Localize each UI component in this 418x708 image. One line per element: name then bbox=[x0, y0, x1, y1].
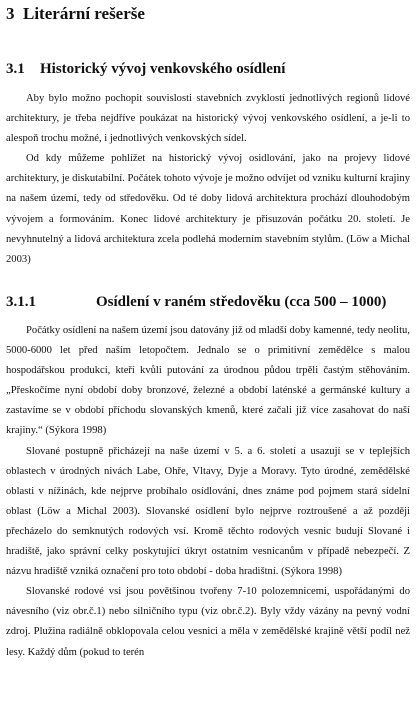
paragraph: Počátky osídlení na našem území jsou datovány již od mladší doby kamenné, tedy neolitu, 5000-6000 let před naším letopočtem. Jednalo se o primitivní zemědělce s malou hospodářskou produkcí, kteří kvůli putování za úrodnou půdou trpěli častým stěhováním. „Přeskočíme nyní období doby bronzové, železné a období laténské a germánské kultury a zastavíme se v období příchodu slovanských kmenů, které začali již více zasahovat do naší krajiny.“ (Sýkora 1998) bbox=[6, 325, 410, 437]
subsection-number: 3.1.1 bbox=[6, 294, 36, 310]
section-body bbox=[6, 89, 410, 270]
subsection-title: Osídlení v raném středověku (cca 500 – 1000) bbox=[96, 294, 387, 310]
chapter-number: 3 bbox=[6, 4, 15, 23]
paragraph: Slované postupně přicházejí na naše území v 5. a 6. století a usazují se v teplejších oblastech v úrodných nivách Labe, Ohře, Vltavy, Dyje a Moravy. Tyto úrodné, zemědělské oblasti v nížinách, kde nejprve probíhalo osídlování, dnes známe pod pojmem stará sídelní oblast (Löw a Michal 2003). Slovanské osídlení bylo nejprve roztroušené a až později přecházelo do semknutých rodových vsí. Kromě těchto rodových vesnic budují Slované i hradiště, jako správní celky poskytující úkryt ostatním vesnicanům v případě nebezpečí. Z názvu hradiště vzniká označení pro toto období - doba hradištní. (Sýkora 1998) bbox=[6, 445, 410, 578]
paragraph: Slovanské rodové vsi jsou povětšinou tvořeny 7-10 polozemnicemi, uspořádanými do návesního (viz obr.č.1) nebo silničního typu (viz obr.č.2). Byly vždy vázány na pevný vodní zdroj. Plužina radiálně obklopovala celou vesnici a měla v zemědělské krajině větší podíl než lesy. Každý dům (pokud to terén bbox=[6, 586, 410, 658]
section-number: 3.1 bbox=[6, 61, 25, 77]
chapter-title: Literární rešerše bbox=[23, 4, 145, 23]
subsection-body bbox=[6, 321, 410, 663]
chapter-heading bbox=[6, 4, 145, 24]
section-heading bbox=[6, 61, 285, 78]
paragraph: Aby bylo možno pochopit souvislosti stavebních zvyklostí jednotlivých regionů lidové architektury, je třeba nejdříve poukázat na historický vývoj venkovského osídlení, a je-li to alespoň trochu možné, i jednotlivých venkovských sídel. bbox=[6, 93, 410, 145]
section-title: Historický vývoj venkovského osídlení bbox=[40, 61, 286, 77]
paragraph: Od kdy můžeme pohlížet na historický vývoj osidlování, jako na projevy lidové architektury, je diskutabilní. Počátek tohoto vývoje je možno odvíjet od vzniku kulturní krajiny na našem území, tedy od středověku. Od té doby lidová architektura prochází dlouhodobým vývojem a formováním. Konec lidové architektury je přisuzován počátku 20. století. Je nevyhnutelný a lidová architektura zcela podlehá moderním stavebním stylům. (Löw a Michal 2003) bbox=[6, 153, 410, 265]
